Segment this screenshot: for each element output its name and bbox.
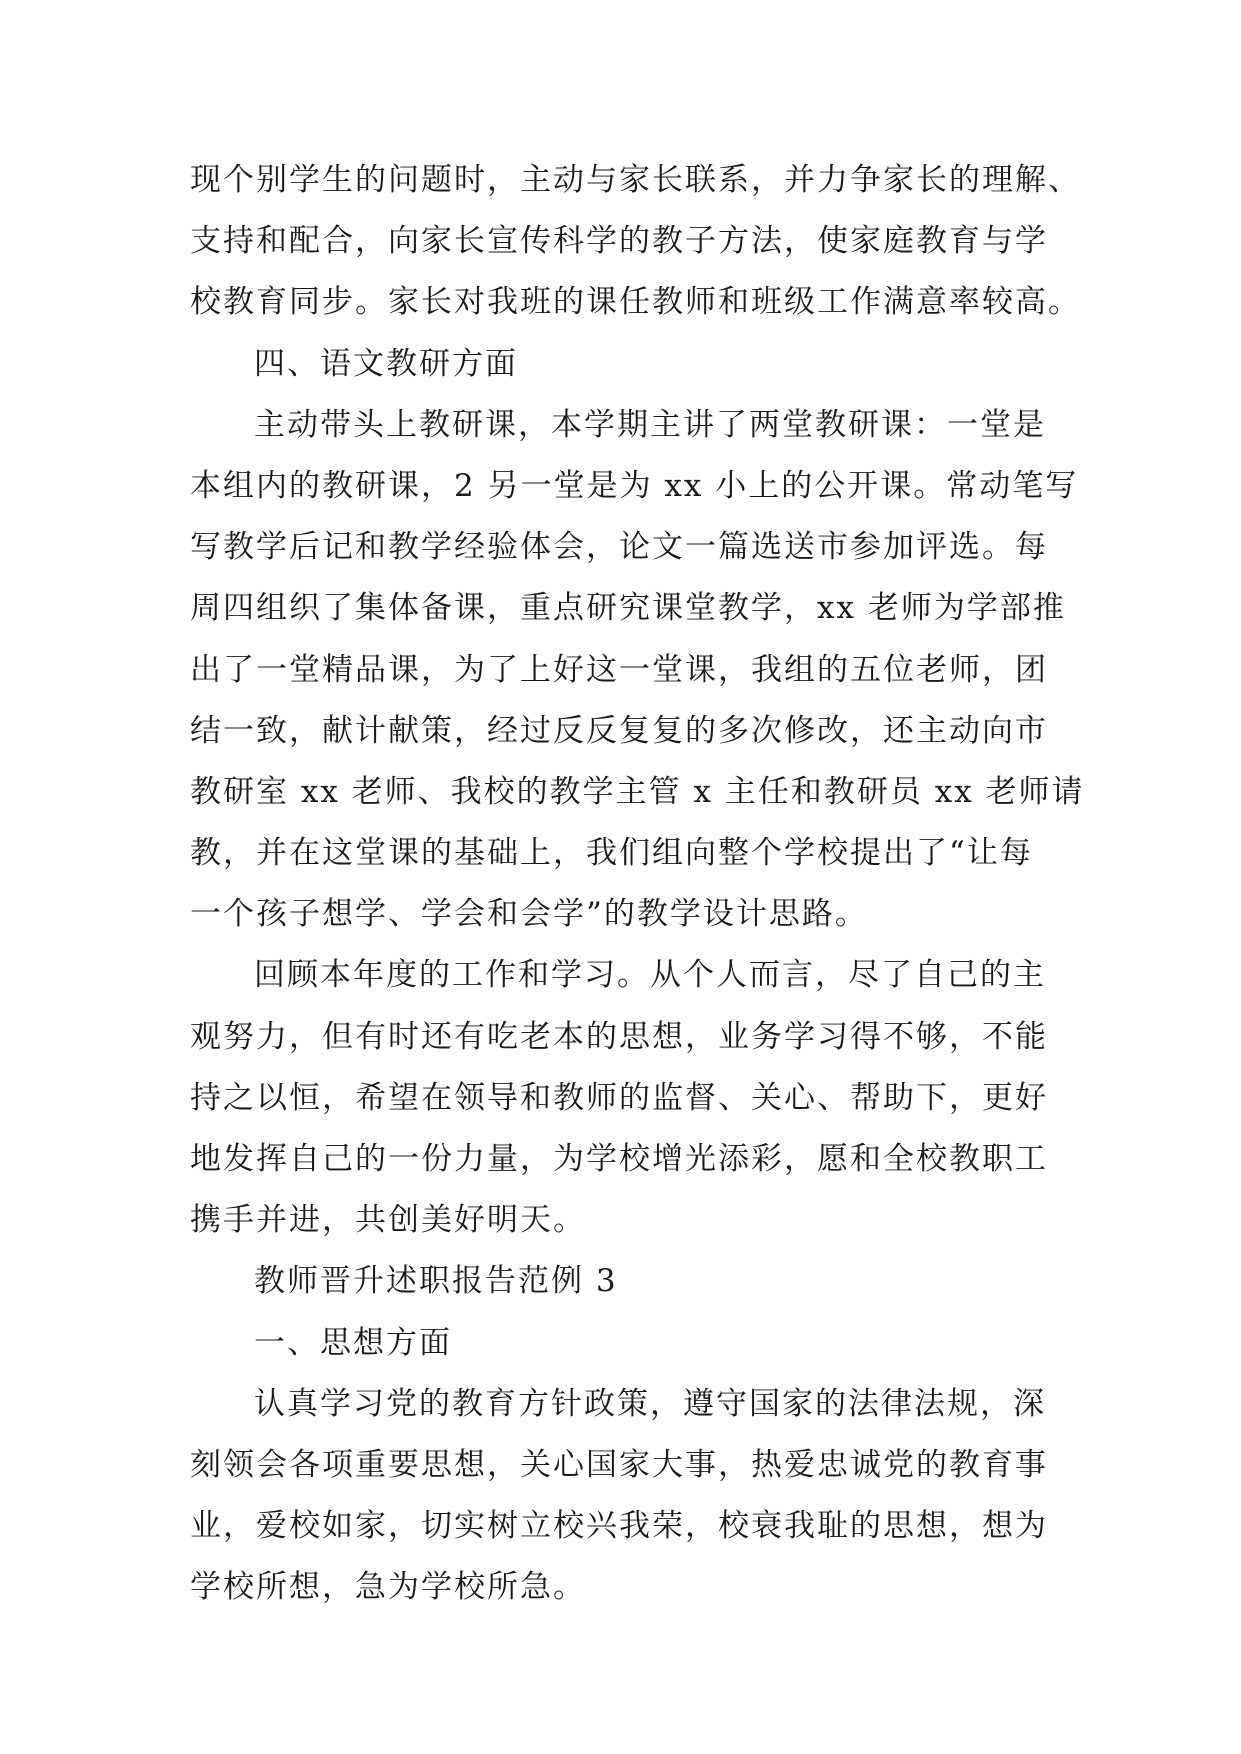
text-line: 携手并进，共创美好明天。 [190, 1202, 586, 1239]
text-line: 四、语文教研方面 [254, 345, 518, 382]
text-line: 回顾本年度的工作和学习。从个人而言，尽了自己的主 [254, 957, 1046, 994]
text-line: 支持和配合，向家长宣传科学的教子方法，使家庭教育与学 [190, 223, 1048, 260]
text-line: 业，爱校如家，切实树立校兴我荣，校衰我耻的思想，想为 [190, 1508, 1048, 1545]
text-line: 认真学习党的教育方针政策，遵守国家的法律法规，深 [254, 1385, 1046, 1422]
text-line: 主动带头上教研课，本学期主讲了两堂教研课：一堂是 [254, 406, 1046, 443]
text-line: 结一致，献计献策，经过反反复复的多次修改，还主动向市 [190, 712, 1048, 749]
document-body [190, 150, 1085, 1619]
text-line: 出了一堂精品课，为了上好这一堂课，我组的五位老师，团 [190, 651, 1048, 688]
text-line: 一个孩子想学、学会和会学”的教学设计思路。 [190, 896, 868, 933]
text-line: 本组内的教研课，2 另一堂是为 xx 小上的公开课。常动笔写 [190, 467, 1079, 504]
text-line: 一、思想方面 [254, 1324, 452, 1361]
text-line: 观努力，但有时还有吃老本的思想，业务学习得不够，不能 [190, 1018, 1048, 1055]
text-line: 学校所想，急为学校所急。 [190, 1569, 586, 1606]
text-line: 现个别学生的问题时，主动与家长联系，并力争家长的理解、 [190, 162, 1081, 198]
text-line: 教师晋升述职报告范例 3 [254, 1263, 618, 1300]
text-line: 教研室 xx 老师、我校的教学主管 x 主任和教研员 xx 老师请 [190, 773, 1085, 810]
text-line: 周四组织了集体备课，重点研究课堂教学，xx 老师为学部推 [190, 590, 1066, 627]
text-line: 刻领会各项重要思想，关心国家大事，热爱忠诚党的教育事 [190, 1446, 1048, 1483]
text-line: 地发挥自己的一份力量，为学校增光添彩，愿和全校教职工 [190, 1141, 1048, 1177]
text-line: 持之以恒，希望在领导和教师的监督、关心、帮助下，更好 [190, 1079, 1048, 1116]
text-line: 写教学后记和教学经验体会，论文一篇选送市参加评选。每 [190, 529, 1048, 566]
text-line: 校教育同步。家长对我班的课任教师和班级工作满意率较高。 [190, 284, 1081, 321]
text-line: 教，并在这堂课的基础上，我们组向整个学校提出了“让每 [190, 835, 1033, 872]
